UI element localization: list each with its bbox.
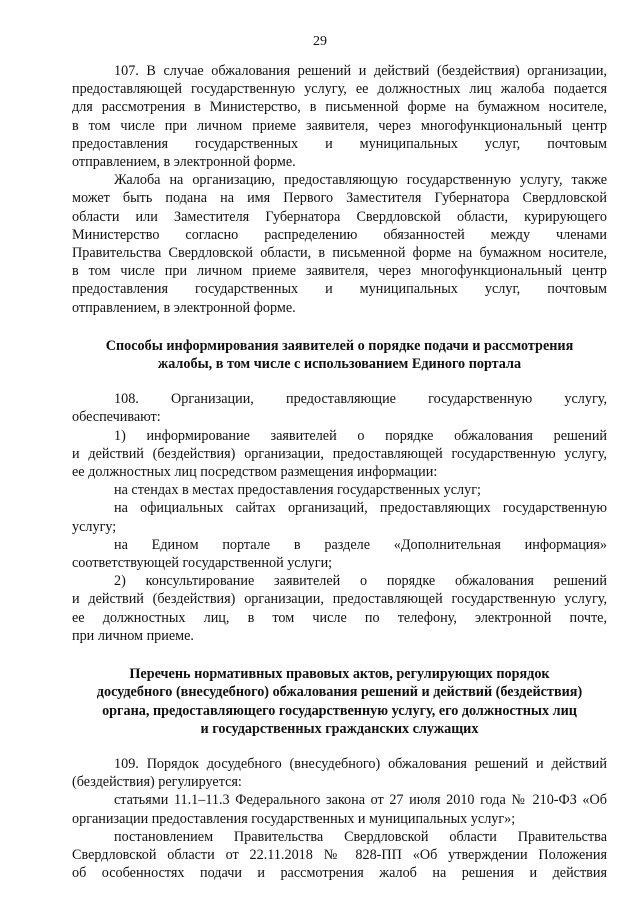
heading-line: Способы информирования заявителей о порядке подачи и рассмотрения [105,337,574,354]
heading-line: и государственных гражданских служащих [200,720,479,737]
text-line: ее должностных лиц, в том числе по телефону, электронной почте, [72,609,607,626]
paragraph-109 [72,755,607,791]
text-line: предоставления государственных и муниципальных услуг, почтовым [72,281,607,298]
text-line: в том числе при личном приеме заявителя, через многофункциональный центр [72,117,607,134]
text-line: Свердловской области от 22.11.2018 № 828-ПП «Об утверждении Положения [72,846,607,863]
text-line: постановлением Правительства Свердловской области Правительства [114,828,607,845]
text-line: соответствующей государственной услуги; [72,555,333,572]
paragraph-108-portal [72,536,607,572]
text-line: и действий (бездействия) организации, предоставляющей государственную услугу, [72,591,607,608]
text-line: на официальных сайтах организаций, предоставляющих государственную [114,500,607,517]
text-line: и действий (бездействия) организации, предоставляющей государственную услугу, [72,445,607,462]
paragraph-108-sites [72,499,607,535]
text-line: организации предоставления государственных и муниципальных услуг»; [72,810,516,827]
text-line: 109. Порядок досудебного (внесудебного) обжалования решений и действий [114,755,607,772]
paragraph-108-item-1 [72,427,607,482]
paragraph-109-decree [72,828,607,883]
text-line: предоставления государственных и муниципальных услуг, почтовым [72,135,607,152]
paragraph-108-item-2 [72,572,607,645]
paragraph-109-law [72,791,607,827]
heading-line: Перечень нормативных правовых актов, регулирующих порядок [129,666,550,683]
text-line: 2) консультирование заявителей о порядке обжалования решений [114,573,607,590]
text-line: предоставляющей государственную услугу, ее должностных лиц жалоба подается [72,81,607,98]
text-line: на Едином портале в разделе «Дополнительная информация» [114,536,607,553]
text-line: на стендах в местах предоставления государственных услуг; [114,482,481,499]
paragraph-108 [72,390,607,426]
text-line: области или Заместителя Губернатора Свердловской области, курирующего [72,208,607,225]
text-line: отправлением, в электронной форме. [72,299,296,316]
text-line: Министерство согласно распределению обязанностей между членами [72,226,607,243]
text-line: 1) информирование заявителей о порядке обжалования решений [114,427,607,444]
text-line: ее должностных лиц посредством размещения информации: [72,464,438,481]
section-heading-informing [72,337,607,373]
text-line: статьями 11.1–11.3 Федерального закона от 27 июля 2010 года № 210-ФЗ «Об [114,792,607,809]
text-line: 107. В случае обжалования решений и действий (бездействия) организации, [114,63,607,79]
paragraph-107-complaint [72,171,607,317]
text-line: для рассмотрения в Министерство, в письменной форме на бумажном носителе, [72,99,607,116]
paragraph-108-stands [72,481,607,499]
text-line: услугу; [72,518,117,535]
document-body [72,62,607,882]
text-line: отправлением, в электронной форме. [72,154,296,171]
section-heading-legal-acts [72,665,607,738]
text-line: в том числе при личном приеме заявителя, через многофункциональный центр [72,263,607,280]
text-line: об особенностях подачи и рассмотрения жалоб на решения и действия [72,865,607,882]
heading-line: жалобы, в том числе с использованием Единого портала [157,356,522,373]
text-line: 108. Организации, предоставляющие государственную услугу, [114,391,607,408]
text-line: Жалоба на организацию, предоставляющую государственную услугу, также [114,172,607,189]
heading-line: органа, предоставляющего государственную услугу, его должностных лиц [102,702,577,719]
text-line: обеспечивают: [72,409,161,426]
text-line: Правительства Свердловской области, в письменной форме на бумажном носителе, [72,245,607,262]
text-line: (бездействия) регулируется: [72,774,242,791]
paragraph-107 [72,62,607,171]
page-number: 29 [313,34,327,49]
text-line: при личном приеме. [72,627,194,644]
heading-line: досудебного (внесудебного) обжалования решений и действий (бездействия) [96,684,583,701]
text-line: может быть подана на имя Первого Заместителя Губернатора Свердловской [72,190,607,207]
